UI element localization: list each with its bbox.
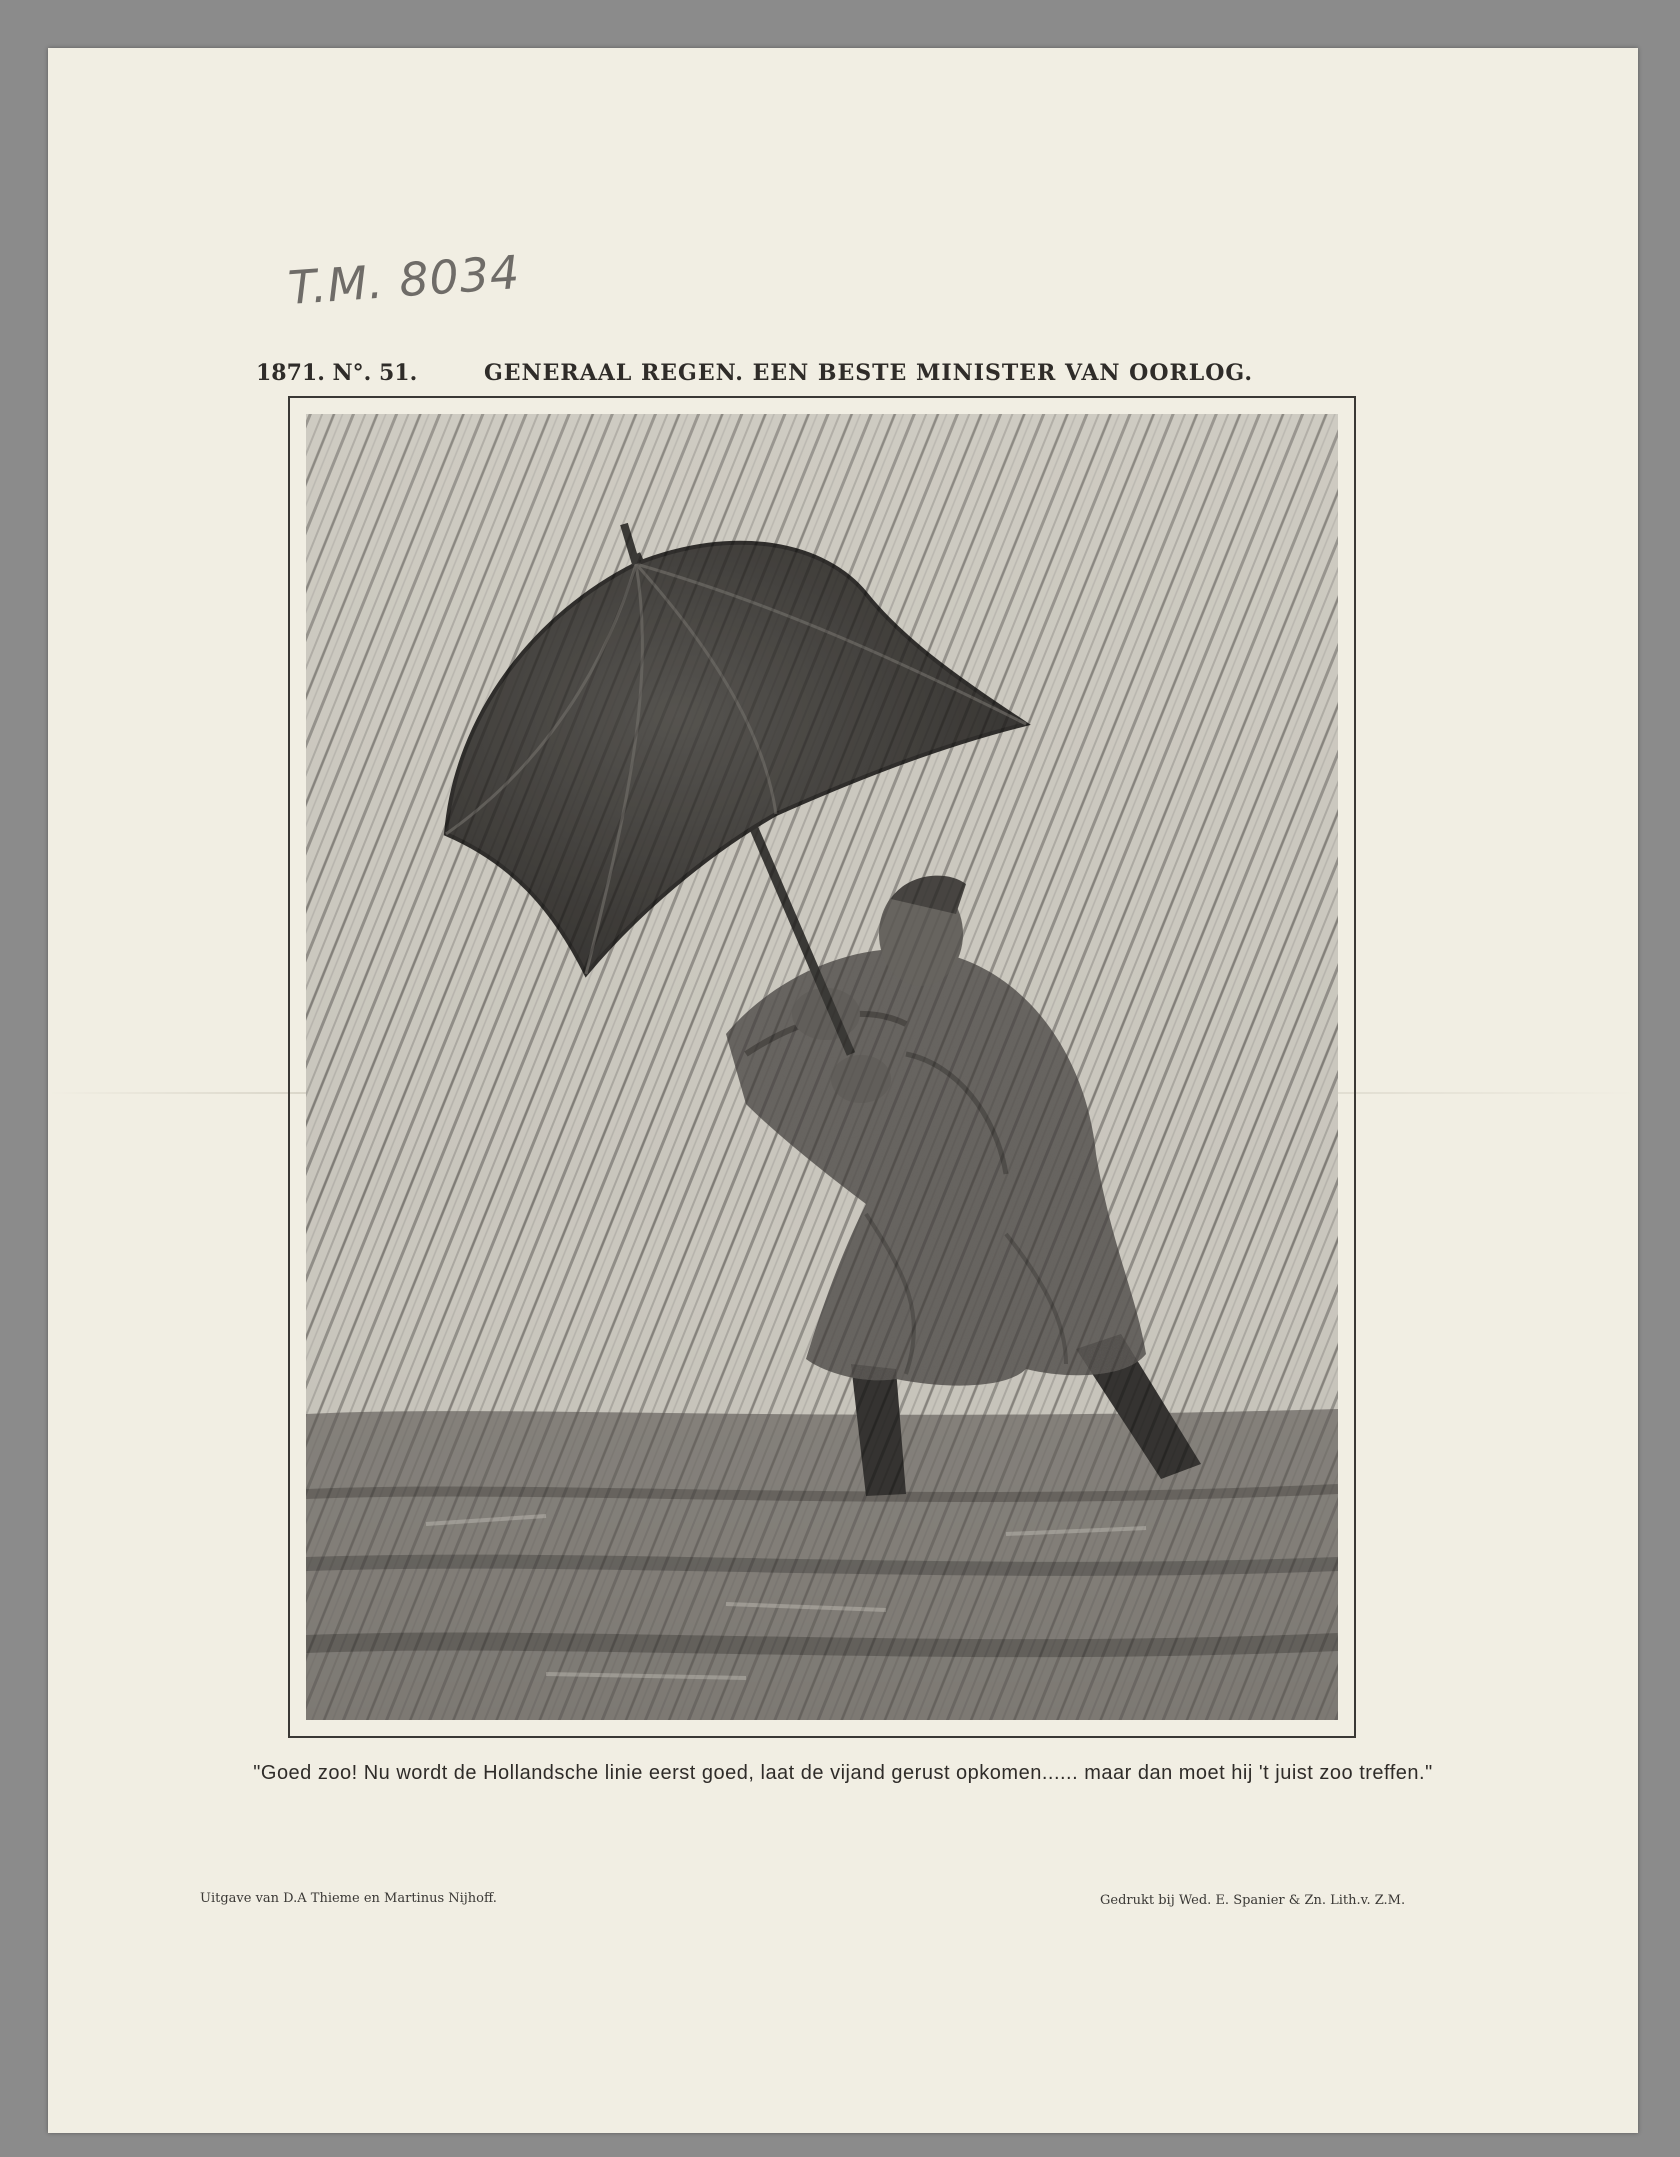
issue-number: 1871. N°. 51. (256, 360, 418, 386)
caption-text: "Goed zoo! Nu wordt de Hollandsche linie eerst goed, laat de vijand gerust opkomen...... maar dan moet hij 't juist zoo treffen." (253, 1762, 1433, 1784)
illustration-frame (288, 396, 1356, 1738)
lithograph-illustration (306, 414, 1338, 1720)
printer-imprint: Gedrukt bij Wed. E. Spanier & Zn. Lith.v. Z.M. (1100, 1893, 1406, 1908)
inventory-mark: T.M. 8034 (286, 244, 522, 316)
publisher-imprint: Uitgave van D.A Thieme en Martinus Nijhoff. (200, 1891, 497, 1906)
print-title: GENERAAL REGEN. EEN BESTE MINISTER VAN OORLOG. (484, 360, 1254, 386)
print-sheet (48, 48, 1638, 2133)
